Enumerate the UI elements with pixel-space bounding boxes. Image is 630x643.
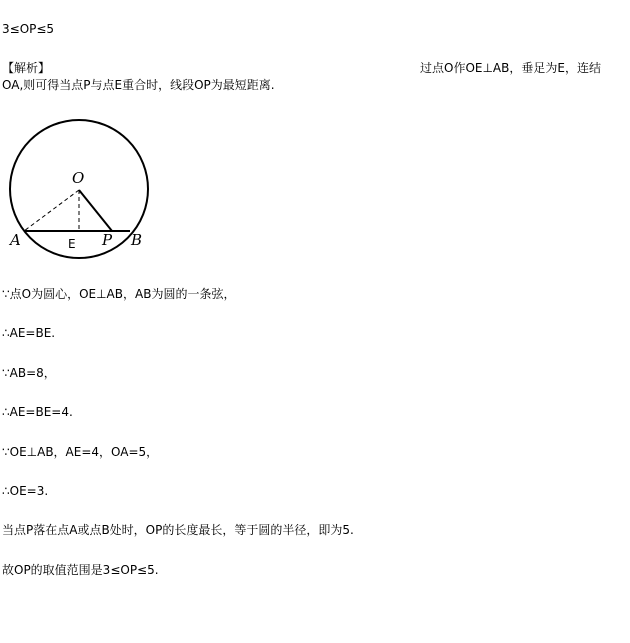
analysis-right-text: 过点O作OE⊥AB，垂足为E，连结 — [420, 61, 601, 75]
step-line: ∵AB=8， — [2, 366, 56, 380]
step-line: ∵点O为圆心，OE⊥AB，AB为圆的一条弦， — [2, 287, 236, 301]
label-e: E — [68, 237, 76, 251]
label-p: P — [102, 231, 113, 249]
label-o: O — [72, 169, 85, 187]
step-line: ∴AE=BE=4. — [2, 405, 73, 419]
label-b: B — [131, 231, 143, 249]
label-a: A — [10, 231, 21, 249]
segment-oa — [24, 190, 79, 231]
step-line: ∴OE=3. — [2, 484, 49, 498]
analysis-continuation: OA,则可得当点P与点E重合时，线段OP为最短距离. — [2, 78, 275, 92]
circle — [10, 120, 148, 258]
answer-line: 3≤OP≤5 — [2, 22, 55, 36]
analysis-header: 【解析】 — [2, 61, 51, 75]
step-line: 故OP的取值范围是3≤OP≤5. — [2, 563, 159, 577]
segment-op — [79, 190, 112, 231]
step-line: 当点P落在点A或点B处时，OP的长度最长，等于圆的半径，即为5. — [2, 523, 354, 537]
step-line: ∵OE⊥AB，AE=4，OA=5， — [2, 445, 159, 459]
step-line: ∴AE=BE. — [2, 326, 56, 340]
